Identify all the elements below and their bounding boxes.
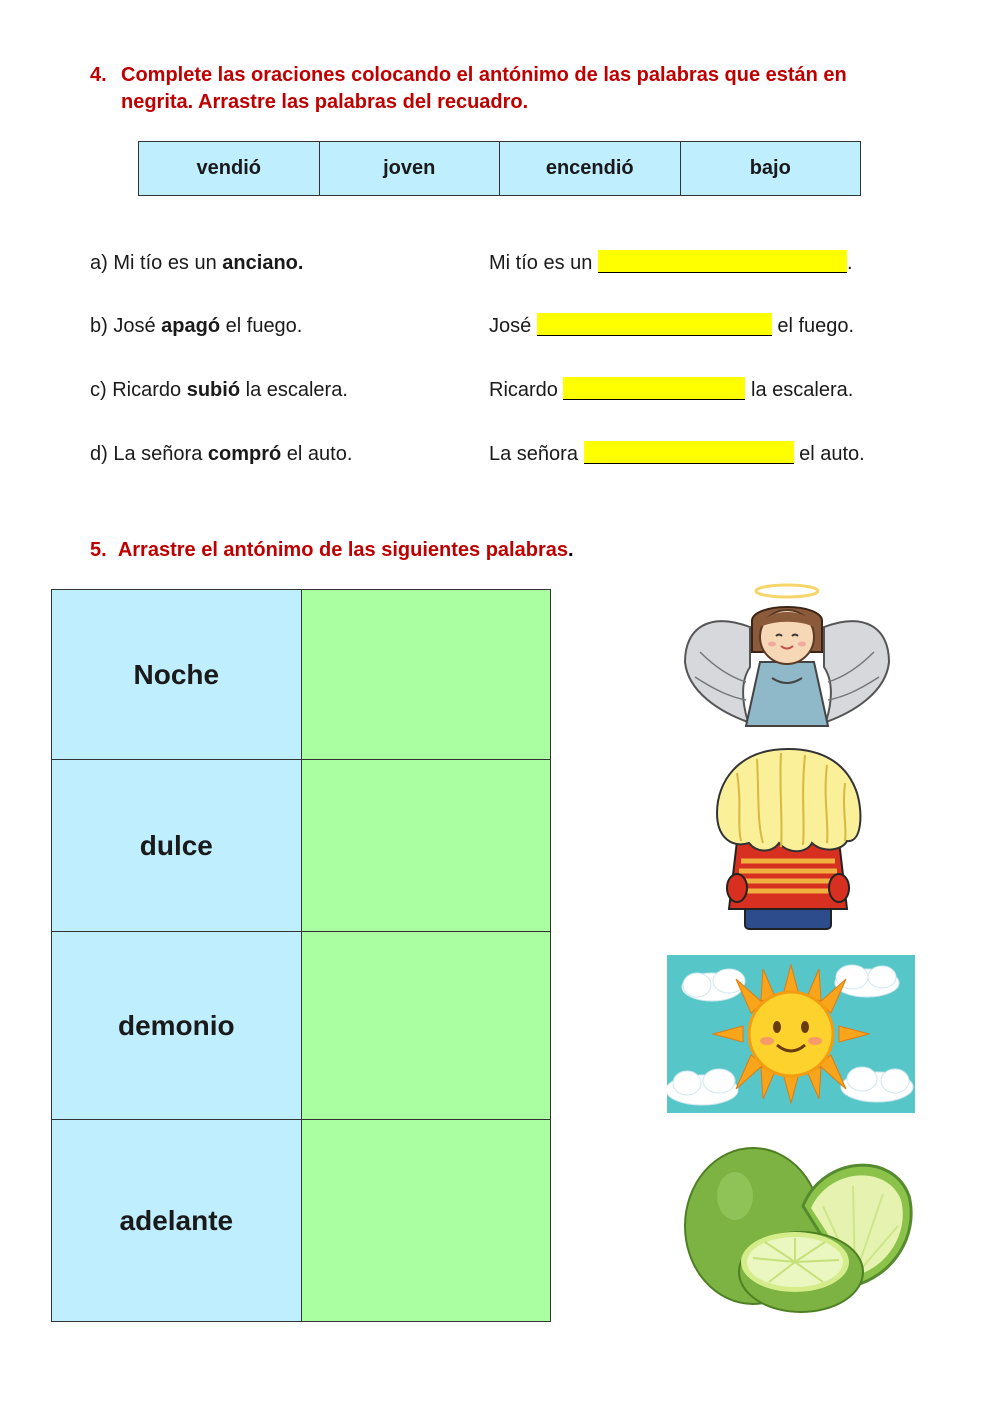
bold-word: apagó (161, 315, 221, 337)
sentence-c (90, 376, 348, 404)
word-cell: adelante (52, 1120, 302, 1322)
sentence-text: La señora (113, 443, 208, 465)
antonym-table (51, 589, 551, 1322)
drop-cell[interactable] (301, 1120, 550, 1322)
word-bank-item[interactable]: vendió (139, 142, 320, 195)
sentence-text: Ricardo (112, 379, 187, 401)
sentence-b (90, 312, 302, 340)
sentence-text: el fuego. (220, 315, 303, 337)
answer-a (489, 249, 853, 277)
sentence-text: el auto. (281, 443, 353, 465)
answer-d (489, 440, 865, 468)
word-bank-item[interactable]: joven (320, 142, 501, 195)
word-bank-item[interactable]: bajo (681, 142, 861, 195)
sentence-text: Mi tío es un (113, 252, 223, 274)
word-bank-item[interactable]: encendió (500, 142, 681, 195)
answer-text: La señora (489, 443, 584, 465)
word-cell: demonio (52, 932, 302, 1120)
drop-blank[interactable] (598, 250, 847, 273)
table-row (52, 932, 551, 1120)
answer-text: el auto. (793, 443, 865, 465)
lime-image[interactable] (683, 1146, 913, 1314)
sentence-letter: b) (90, 315, 108, 337)
sentence-letter: a) (90, 252, 108, 274)
word-bank (138, 141, 861, 196)
bold-word: compró (207, 443, 282, 465)
child-back-image[interactable] (697, 743, 879, 935)
drop-cell[interactable] (301, 932, 550, 1120)
angel-image[interactable] (680, 582, 894, 730)
drop-cell[interactable] (301, 760, 550, 932)
answer-c (489, 376, 853, 404)
question-4-title (90, 62, 910, 116)
table-row (52, 760, 551, 932)
question-5-period: . (567, 539, 574, 561)
table-row (52, 1120, 551, 1322)
drop-cell[interactable] (301, 590, 550, 760)
question-5-number: 5. (90, 539, 107, 561)
sentence-d (90, 440, 352, 468)
bold-word: anciano. (222, 252, 304, 274)
answer-text: . (846, 252, 853, 274)
word-cell: dulce (52, 760, 302, 932)
answer-text: la escalera. (745, 379, 854, 401)
question-4-number: 4. (90, 64, 107, 86)
answer-text: el fuego. (771, 315, 855, 337)
answer-b (489, 312, 854, 340)
answer-text: Ricardo (489, 379, 564, 401)
question-5-title (90, 537, 574, 564)
sentence-letter: d) (90, 443, 108, 465)
answer-text: Mi tío es un (489, 252, 598, 274)
drop-blank[interactable] (584, 441, 794, 464)
bold-word: subió (186, 379, 241, 401)
sentence-text: la escalera. (240, 379, 348, 401)
table-row (52, 590, 551, 760)
drop-blank[interactable] (563, 377, 745, 400)
drop-blank[interactable] (537, 313, 772, 336)
question-5-instruction: Arrastre el antónimo de las siguientes palabras (117, 539, 568, 561)
sentence-text: José (113, 315, 162, 337)
answer-text: José (489, 315, 537, 337)
word-cell: Noche (52, 590, 302, 760)
sun-image[interactable] (667, 955, 915, 1113)
question-4-instruction: Complete las oraciones colocando el antónimo de las palabras que están en negrita. Arrastre las palabras del recuadro. (121, 64, 847, 113)
sentence-a (90, 249, 303, 277)
sentence-letter: c) (90, 379, 107, 401)
